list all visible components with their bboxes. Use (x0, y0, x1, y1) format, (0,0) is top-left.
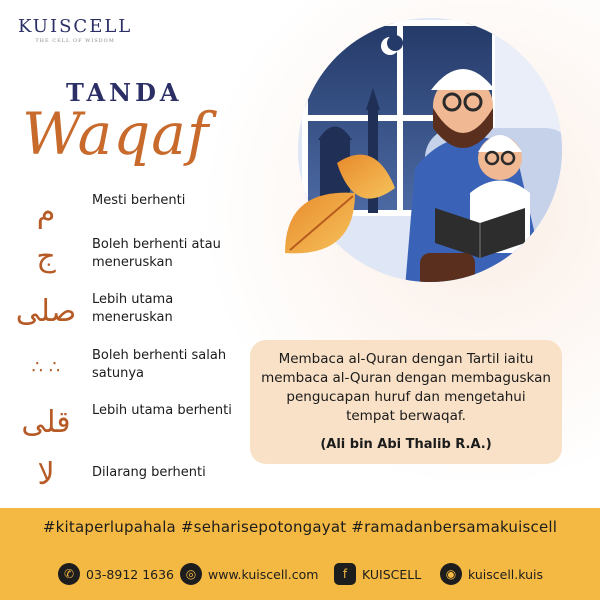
contact-text: 03-8912 1636 (86, 566, 175, 582)
waqf-symbol: ∴ ∴ (31, 356, 61, 378)
brand-name: KUISCELL (18, 16, 133, 37)
waqf-sign-item (16, 345, 236, 395)
waqf-label: Mesti berhenti (92, 193, 186, 208)
waqf-label: Lebih utama meneruskan (92, 292, 174, 325)
contact-phone[interactable] (58, 561, 174, 587)
waqf-sign-item (16, 452, 236, 502)
title-tanda: TANDA (66, 78, 183, 107)
title-waqaf: Waqaf (22, 100, 210, 168)
phone-icon: ✆ (58, 563, 80, 585)
brand-tagline: THE CELL OF WISDOM (35, 38, 115, 44)
contact-website[interactable] (180, 561, 318, 587)
reading-illustration (245, 18, 585, 318)
footer-bar (0, 508, 600, 600)
contact-text: KUISCELL (362, 566, 422, 582)
contact-facebook[interactable] (334, 561, 421, 587)
waqf-sign-item (16, 289, 236, 339)
waqf-symbol: قلى (21, 404, 71, 440)
globe-icon: ◎ (180, 563, 202, 585)
hashtags: #kitaperlupahala #seharisepotongayat #ramadanbersamakuiscell (42, 518, 558, 536)
waqf-label: Lebih utama berhenti (92, 403, 232, 418)
waqf-label: Dilarang berhenti (92, 465, 206, 480)
quote-author: (Ali bin Abi Thalib R.A.) (320, 437, 492, 452)
waqf-label: Boleh berhenti atau meneruskan (92, 237, 221, 270)
waqf-symbol: صلى (15, 293, 77, 329)
waqf-symbol: م (36, 194, 56, 230)
brand-logo (18, 16, 132, 44)
waqf-sign-item (16, 234, 236, 284)
facebook-icon: f (334, 563, 356, 585)
waqf-sign-item (16, 400, 236, 450)
waqf-symbol: لا (37, 456, 55, 492)
contact-text: www.kuiscell.com (208, 566, 319, 582)
contact-instagram[interactable] (440, 561, 543, 587)
quote-box (250, 340, 562, 464)
instagram-icon: ◉ (440, 563, 462, 585)
waqf-sign-item (16, 190, 236, 240)
contact-list (12, 561, 588, 587)
waqf-label: Boleh berhenti salah satunya (92, 348, 227, 381)
contact-text: kuiscell.kuis (468, 566, 544, 582)
quote-text: Membaca al-Quran dengan Tartil iaitu membaca al-Quran dengan membaguskan pengucapan huruf dan mengetahui tempat berwaqaf. (261, 351, 551, 424)
waqf-symbol: ج (36, 238, 56, 274)
